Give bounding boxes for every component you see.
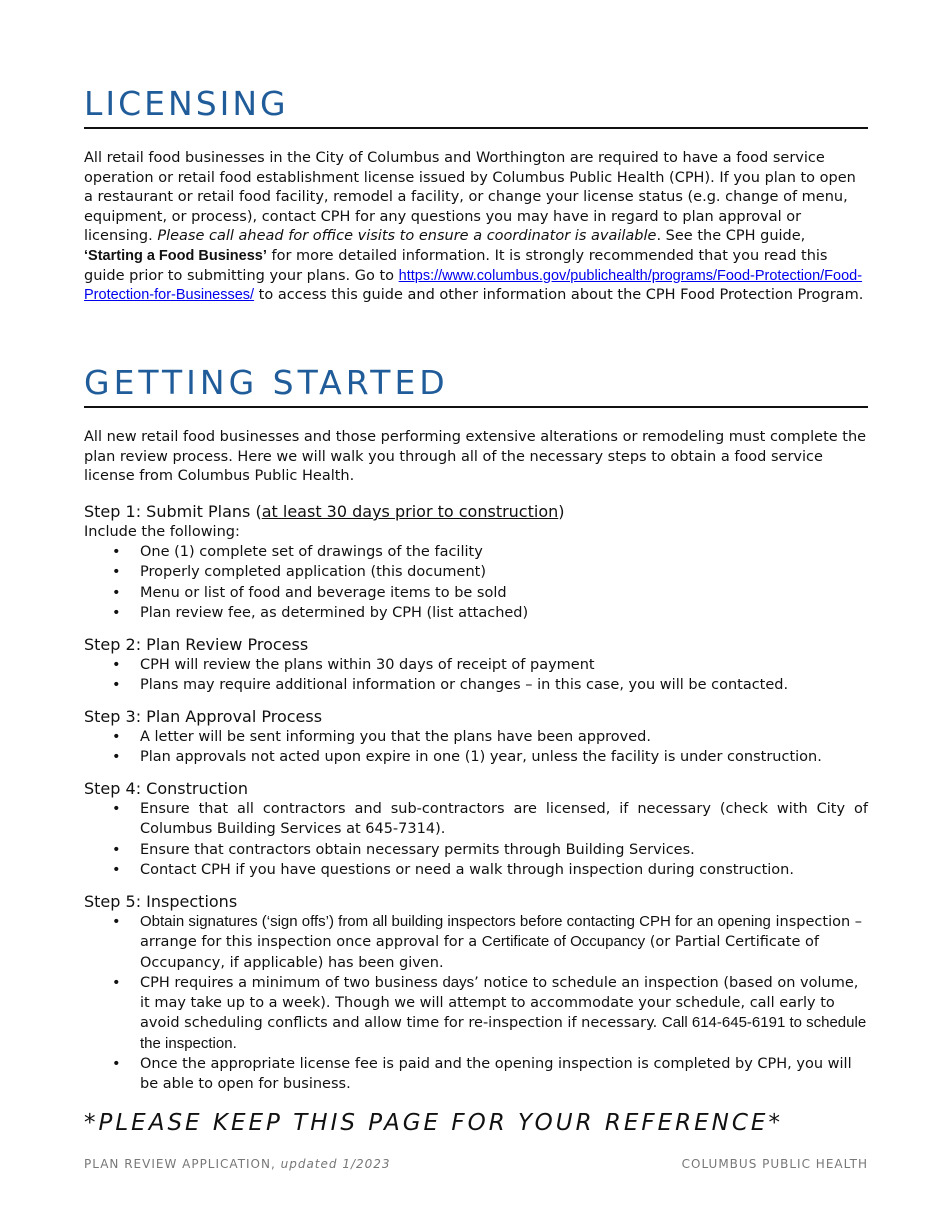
list-item: • Plan approvals not acted upon expire in one (1) year, unless the facility is under construction. xyxy=(84,747,868,767)
footer-organization: COLUMBUS PUBLIC HEALTH xyxy=(681,1157,868,1171)
step-1-deadline: at least 30 days prior to construction xyxy=(261,502,559,521)
list-item: • Ensure that all contractors and sub-contractors are licensed, if necessary (check with City of Columbus Building Services at 645-7314). xyxy=(84,799,868,840)
list-item: • CPH requires a minimum of two business days’ notice to schedule an inspection (based on volume, it may take up to a week). Though we will attempt to accommodate your schedule, call early to avoid scheduling conflicts and allow time for re-inspection if necessary. Call 614-645-6191 to schedule the inspection. xyxy=(84,973,868,1054)
step-5-list xyxy=(84,912,868,1095)
list-item: • Menu or list of food and beverage items to be sold xyxy=(84,583,868,603)
getting-started-intro: All new retail food businesses and those performing extensive alterations or remodeling must complete the plan review process. Here we will walk you through all of the necessary steps to obtain a food service license from Columbus Public Health. xyxy=(84,429,867,485)
list-item: • CPH will review the plans within 30 days of receipt of payment xyxy=(84,655,868,675)
step-1-title: Step 1: Submit Plans (at least 30 days prior to construction) xyxy=(84,502,565,521)
list-item: • Obtain signatures (‘sign offs’) from all building inspectors before contacting CPH for an opening inspection – arrange for this inspection once approval for a Certificate of Occupancy (or Partial Certificate of Occupancy, if applicable) has been given. xyxy=(84,912,868,973)
footer-updated-date: updated 1/2023 xyxy=(280,1157,391,1171)
list-item: • A letter will be sent informing you that the plans have been approved. xyxy=(84,727,868,747)
step-4-list xyxy=(84,799,868,880)
step-5-title: Step 5: Inspections xyxy=(84,892,238,911)
step-3 xyxy=(84,706,868,768)
licensing-text-2: . See the CPH guide, xyxy=(656,228,806,245)
licensing-text-4: to access this guide and other information about the CPH Food Protection Program. xyxy=(254,287,864,304)
step-4-title: Step 4: Construction xyxy=(84,779,249,798)
list-item: • Contact CPH if you have questions or need a walk through inspection during construction. xyxy=(84,860,868,880)
reference-note: *PLEASE KEEP THIS PAGE FOR YOUR REFERENCE* xyxy=(84,1110,783,1136)
step-1-include-label: Include the following: xyxy=(84,524,240,540)
step-2-title: Step 2: Plan Review Process xyxy=(84,635,309,654)
licensing-heading: LICENSING xyxy=(84,83,868,129)
licensing-paragraph xyxy=(84,149,868,306)
step-2-list xyxy=(84,655,868,696)
list-item: • Ensure that contractors obtain necessary permits through Building Services. xyxy=(84,840,868,860)
list-item: • Plan review fee, as determined by CPH (list attached) xyxy=(84,603,868,623)
guide-title: ‘Starting a Food Business’ xyxy=(84,247,267,264)
licensing-text-1: All retail food businesses in the City of Columbus and Worthington are required to have a food service operation or retail food establishment license issued by Columbus Public Health (CPH). If you plan to open a restaurant or retail food facility, remodel a facility, or change your license status (e.g. change of menu, equipment, or process), contact CPH for any questions you may have in regard to plan approval or licensing. xyxy=(84,150,856,245)
list-item: • Once the appropriate license fee is paid and the opening inspection is completed by CPH, you will be able to open for business. xyxy=(84,1054,868,1095)
footer-document-title: PLAN REVIEW APPLICATION, updated 1/2023 xyxy=(84,1157,391,1171)
step-3-title: Step 3: Plan Approval Process xyxy=(84,707,323,726)
step-1 xyxy=(84,501,868,623)
licensing-text-3: for more detailed information. It is strongly recommended that you read this guide prior to submitting your plans. Go to xyxy=(84,247,828,284)
step-3-list xyxy=(84,727,868,768)
list-item: • Properly completed application (this document) xyxy=(84,562,868,582)
step-2 xyxy=(84,634,868,696)
licensing-italic-note: Please call ahead for office visits to ensure a coordinator is available xyxy=(157,228,657,245)
list-item: • Plans may require additional information or changes – in this case, you will be contacted. xyxy=(84,675,868,695)
step-5 xyxy=(84,891,868,1095)
getting-started-heading: GETTING STARTED xyxy=(84,362,868,408)
step-1-list xyxy=(84,542,868,623)
step-4 xyxy=(84,778,868,880)
food-protection-link[interactable]: https://www.columbus.gov/publichealth/programs/Food-Protection/Food-Protection-for-Businesses/ xyxy=(84,267,863,304)
list-item: • One (1) complete set of drawings of the facility xyxy=(84,542,868,562)
